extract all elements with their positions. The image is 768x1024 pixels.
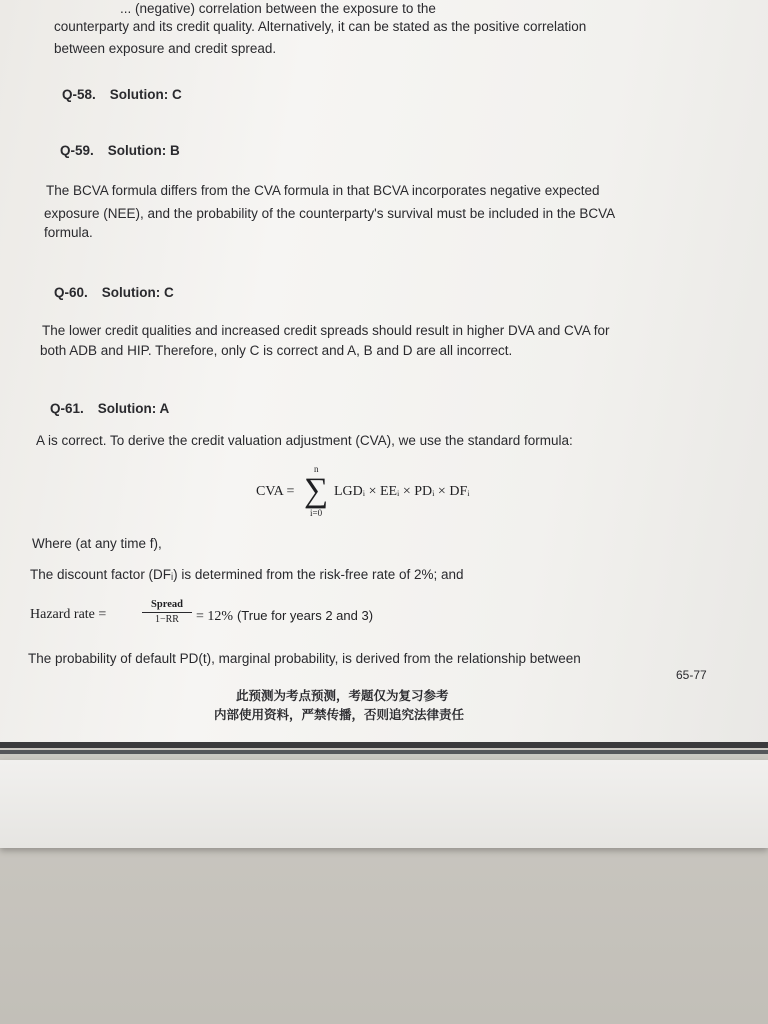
underlying-paper-sheet [0,760,768,848]
footer-cn-line-1: 此预测为考点预测，考题仅为复习参考 [236,688,449,703]
intro-line-2: counterparty and its credit quality. Alternatively, it can be stated as the positive correlation [54,19,587,34]
q60-line-2: both ADB and HIP. Therefore, only C is correct and A, B and D are all incorrect. [40,343,513,358]
hazard-numerator: Spread [151,599,183,610]
intro-line-1: ... (negative) correlation between the exposure to the [120,1,436,16]
q58-number: Q-58. [62,87,96,102]
where-line: Where (at any time f), [32,536,162,551]
q61-solution: Solution: A [97,401,170,416]
q59-heading [60,143,180,158]
q60-solution: Solution: C [101,285,174,300]
page-bottom-rule [0,742,768,748]
q60-number: Q-60. [54,285,88,300]
q59-line-2: exposure (NEE), and the probability of the counterparty's survival must be included in the BCVA [44,206,616,221]
q59-solution: Solution: B [107,143,180,158]
q59-number: Q-59. [60,143,94,158]
hazard-label: Hazard rate = [30,607,107,622]
pd-line: The probability of default PD(t), marginal probability, is derived from the relationship between [28,651,581,666]
q60-line-1: The lower credit qualities and increased credit spreads should result in higher DVA and CVA for [42,323,610,338]
hazard-denominator: 1−RR [155,614,179,625]
formula-rhs: LGDᵢ × EEᵢ × PDᵢ × DFᵢ [334,484,470,499]
hazard-note: (True for years 2 and 3) [236,608,374,623]
discount-factor-line: The discount factor (DFᵢ) is determined from the risk-free rate of 2%; and [30,567,464,582]
q59-line-1: The BCVA formula differs from the CVA formula in that BCVA incorporates negative expected [46,183,600,198]
q58-heading [62,87,182,102]
q61-intro-line: A is correct. To derive the credit valuation adjustment (CVA), we use the standard formula: [36,433,573,448]
formula-lhs: CVA = [256,484,295,499]
page-bottom-rule-secondary [0,750,768,754]
sum-lower-limit: i=0 [310,508,323,518]
summation-symbol: ∑ [304,472,329,509]
page-number: 65-77 [676,668,707,682]
hazard-result [196,607,373,625]
q60-heading [54,285,174,300]
q61-number: Q-61. [50,401,84,416]
intro-line-3: between exposure and credit spread. [54,41,277,56]
q61-heading [50,401,169,416]
footer-cn-line-2: 内部使用资料，严禁传播，否则追究法律责任 [214,707,465,722]
hazard-fraction [142,598,192,626]
fraction-bar [142,612,192,613]
hazard-value: = 12% [196,609,234,624]
sum-upper-limit: n [314,464,319,474]
q59-line-3: formula. [44,225,93,240]
q58-solution: Solution: C [109,87,182,102]
cva-formula [256,464,516,522]
